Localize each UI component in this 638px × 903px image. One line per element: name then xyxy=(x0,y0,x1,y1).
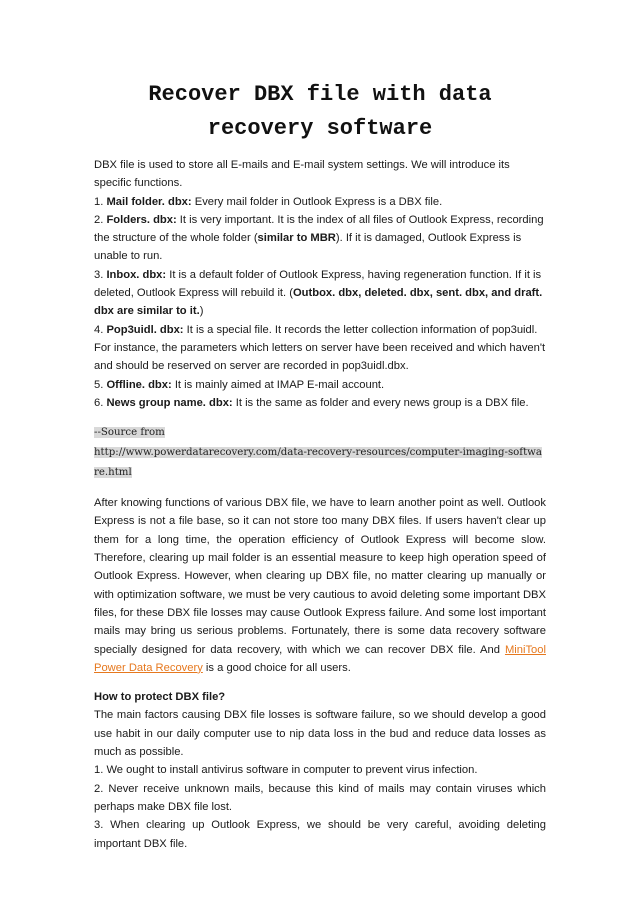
list-item-1: 1. Mail folder. dbx: Every mail folder in Outlook Express is a DBX file. xyxy=(94,195,443,208)
item-term: Offline. dbx: xyxy=(106,378,172,391)
title-line-1: Recover DBX file with data xyxy=(148,82,492,107)
item-term: Inbox. dbx: xyxy=(106,268,167,281)
minitool-link[interactable]: MiniTool Power Data Recovery xyxy=(94,643,546,674)
body-paragraph: After knowing functions of various DBX file, we have to learn another point as well. Outlook Express is not a file base, so it can not store too many DBX files. If users haven't clear up them for a long time, the operation efficiency of Outlook Express will become slow. Therefore, clearing up mail folder is an essential measure to keep high operation speed of Outlook Express. However, when clearing up DBX file, no matter clearing up manually or with optimization software, we must be very cautious to avoid deleting some important DBX files, for these DBX file losses may cause Outlook Express failure. And some lost important mails may bring us serious problems. Fortunately, there is some data recovery software specially designed for data recovery, with which we can recover DBX file. And MiniTool Power Data Recovery is a good choice for all users. xyxy=(94,497,546,674)
list-item-5: 5. Offline. dbx: It is mainly aimed at IMAP E-mail account. xyxy=(94,378,385,391)
protect-point-2: 2. Never receive unknown mails, because this kind of mails may contain viruses which perhaps make DBX file lost. xyxy=(94,782,546,813)
list-item-2: 2. Folders. dbx: It is very important. It is the index of all files of Outlook Express, recording the structure of the whole folder (similar to MBR). If it is damaged, Outlook Express is unable to run. xyxy=(94,213,544,263)
protect-point-3: 3. When clearing up Outlook Express, we should be very careful, avoiding deleting important DBX file. xyxy=(94,819,546,850)
item-term: Mail folder. dbx: xyxy=(106,195,192,208)
source-url[interactable]: http://www.powerdatarecovery.com/data-recovery-resources/computer-imaging-software.html xyxy=(94,447,542,479)
title-line-2: recovery software xyxy=(207,116,433,141)
protect-point-1: 1. We ought to install antivirus software in computer to prevent virus infection. xyxy=(94,764,478,777)
source-label: --Source from xyxy=(94,427,165,439)
list-item-3: 3. Inbox. dbx: It is a default folder of Outlook Express, having regeneration function. If it is deleted, Outlook Express will rebuild it. (Outbox. dbx, deleted. dbx, sent. dbx, and draft. dbx are similar to it.) xyxy=(94,268,543,318)
list-item-6: 6. News group name. dbx: It is the same as folder and every news group is a DBX file. xyxy=(94,396,529,409)
protect-heading: How to protect DBX file? xyxy=(94,691,226,704)
protect-intro: The main factors causing DBX file losses is software failure, so we should develop a good use habit in our daily computer use to nip data loss in the bud and reduce data losses as much as possible. xyxy=(94,709,546,759)
item-term: Folders. dbx: xyxy=(106,213,177,226)
item-term: News group name. dbx: xyxy=(106,396,233,409)
source-block xyxy=(94,423,546,483)
item-term: Pop3uidl. dbx: xyxy=(106,323,184,336)
document-title xyxy=(94,78,546,146)
intro-paragraph: DBX file is used to store all E-mails and E-mail system settings. We will introduce its specific functions. xyxy=(94,159,510,190)
list-item-4: 4. Pop3uidl. dbx: It is a special file. It records the letter collection information of pop3uidl. For instance, the parameters which letters on server have been received and which haven't and should be reserved on server are recorded in pop3uidl.dbx. xyxy=(94,323,546,373)
